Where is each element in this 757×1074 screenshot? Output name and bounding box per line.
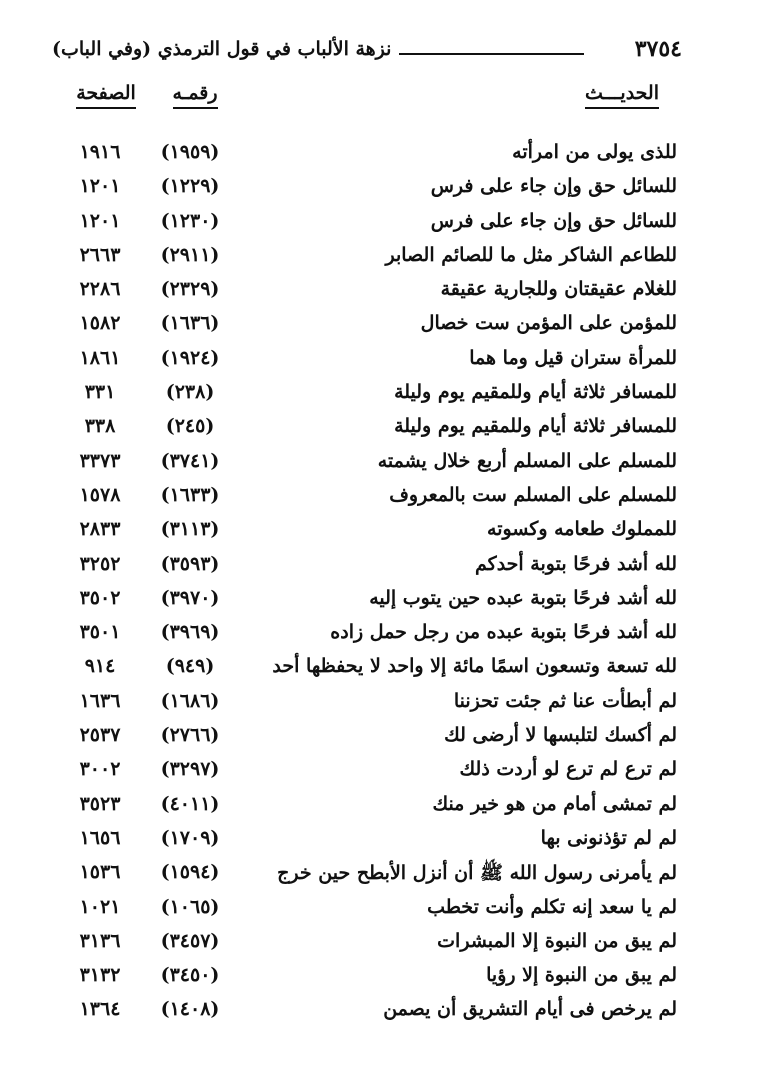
page-reference: ٩١٤ bbox=[84, 655, 116, 678]
page-reference: ٣٥٢٣ bbox=[79, 792, 121, 815]
page-reference: ١٨٦١ bbox=[79, 346, 121, 369]
hadith-number: (٩٤٩) bbox=[165, 655, 215, 678]
table-row bbox=[0, 892, 757, 926]
hadith-text: للذى يولى من امرأته bbox=[512, 141, 677, 163]
hadith-text: للمملوك طعامه وكسوته bbox=[487, 518, 677, 541]
table-row bbox=[0, 377, 757, 411]
hadith-number: (٣٥٩٣) bbox=[160, 552, 220, 575]
hadith-number: (١٦٣٣) bbox=[160, 483, 220, 506]
hadith-number: (٣٩٦٩) bbox=[160, 621, 220, 644]
header-rule bbox=[399, 53, 584, 55]
page-reference: ٣٠٠٢ bbox=[79, 758, 121, 781]
page-header bbox=[52, 32, 682, 68]
hadith-number: (٣٤٥٧) bbox=[160, 929, 220, 952]
running-title: نزهة الألباب في قول الترمذي (وفي الباب) bbox=[52, 38, 392, 60]
page-reference: ٣٣٧٣ bbox=[79, 449, 121, 472]
hadith-number: (٤٠١١) bbox=[160, 792, 220, 815]
table-row bbox=[0, 857, 757, 891]
table-row bbox=[0, 343, 757, 377]
page-reference: ١٥٣٦ bbox=[79, 861, 121, 884]
hadith-number: (٣٧٤١) bbox=[160, 449, 220, 472]
hadith-text: لم يأمرنى رسول الله ﷺ أن أنزل الأبطح حين خرج bbox=[277, 862, 677, 885]
page-reference: ٢٦٦٣ bbox=[79, 243, 121, 266]
table-row bbox=[0, 994, 757, 1028]
page-reference: ١٣٦٤ bbox=[79, 998, 121, 1021]
table-row bbox=[0, 754, 757, 788]
table-row bbox=[0, 960, 757, 994]
table-row bbox=[0, 411, 757, 445]
hadith-number: (١٦٨٦) bbox=[160, 689, 220, 712]
hadith-number: (٣٢٩٧) bbox=[160, 758, 220, 781]
table-row bbox=[0, 686, 757, 720]
page-reference: ١٥٧٨ bbox=[79, 483, 121, 506]
hadith-text: للمسافر ثلاثة أيام وللمقيم يوم وليلة bbox=[394, 381, 677, 404]
hadith-number: (١٧٠٩) bbox=[160, 826, 220, 849]
hadith-text: لم يرخص فى أيام التشريق أن يصمن bbox=[383, 998, 677, 1021]
table-row bbox=[0, 274, 757, 308]
hadith-number: (٢٣٢٩) bbox=[160, 278, 220, 301]
hadith-number: (٢٤٥) bbox=[165, 415, 215, 438]
hadith-number: (٣٩٧٠) bbox=[160, 586, 220, 609]
page-reference: ١٥٨٢ bbox=[79, 312, 121, 335]
hadith-text: لم ترع لم ترع لو أردت ذلك bbox=[459, 758, 677, 781]
table-row bbox=[0, 308, 757, 342]
page-reference: ١٩١٦ bbox=[79, 141, 121, 163]
hadith-number: (١٥٩٤) bbox=[160, 861, 220, 884]
hadith-text: للمؤمن على المؤمن ست خصال bbox=[420, 312, 677, 335]
page-reference: ٢٨٣٣ bbox=[79, 518, 121, 541]
page-reference: ٣١٣٢ bbox=[79, 964, 121, 987]
page-reference: ٣٣٨ bbox=[84, 415, 116, 438]
hadith-text: للمسافر ثلاثة أيام وللمقيم يوم وليلة bbox=[394, 415, 677, 438]
page-reference: ٣٣١ bbox=[84, 381, 116, 404]
hadith-text: للسائل حق وإن جاء على فرس bbox=[430, 209, 677, 232]
hadith-number: (١٢٢٩) bbox=[160, 175, 220, 198]
page-reference: ٣٢٥٢ bbox=[79, 552, 121, 575]
table-row bbox=[0, 206, 757, 240]
hadith-number: (٢٧٦٦) bbox=[160, 724, 220, 747]
page-number: ٣٧٥٤ bbox=[634, 36, 682, 62]
hadith-text: للغلام عقيقتان وللجارية عقيقة bbox=[440, 278, 677, 301]
hadith-number: (١٩٥٩) bbox=[160, 141, 220, 163]
hadith-number: (١٩٢٤) bbox=[160, 346, 220, 369]
hadith-text: للطاعم الشاكر مثل ما للصائم الصابر bbox=[385, 243, 677, 266]
hadith-number: (٢٩١١) bbox=[160, 243, 220, 266]
hadith-number: (٣١١٣) bbox=[160, 518, 220, 541]
table-row bbox=[0, 789, 757, 823]
table-row bbox=[0, 926, 757, 960]
hadith-text: لم أبطأت عنا ثم جئت تحزننا bbox=[453, 689, 677, 712]
page-reference: ١٦٣٦ bbox=[79, 689, 121, 712]
page-reference: ٢٥٣٧ bbox=[79, 724, 121, 747]
hadith-text: لم لم تؤذنونى بها bbox=[540, 826, 677, 849]
page-reference: ١٠٢١ bbox=[79, 895, 121, 918]
hadith-text: لله أشد فرحًا بتوبة أحدكم bbox=[475, 552, 677, 575]
table-row bbox=[0, 823, 757, 857]
hadith-text: لم تمشى أمام من هو خير منك bbox=[432, 792, 677, 815]
hadith-text: للمسلم على المسلم أربع خلال يشمته bbox=[377, 449, 677, 472]
table-row bbox=[0, 137, 757, 171]
hadith-text: للمسلم على المسلم ست بالمعروف bbox=[389, 483, 677, 506]
hadith-text: للسائل حق وإن جاء على فرس bbox=[430, 175, 677, 198]
page-reference: ١٢٠١ bbox=[79, 175, 121, 198]
table-row bbox=[0, 549, 757, 583]
table-row bbox=[0, 171, 757, 205]
page-reference: ٢٢٨٦ bbox=[79, 278, 121, 301]
hadith-text: لم يبق من النبوة إلا رؤيا bbox=[486, 964, 677, 987]
table-row bbox=[0, 514, 757, 548]
page-reference: ١٢٠١ bbox=[79, 209, 121, 232]
table-row bbox=[0, 583, 757, 617]
hadith-text: لله تسعة وتسعون اسمًا مائة إلا واحد لا يحفظها أحد bbox=[272, 655, 677, 678]
table-row bbox=[0, 720, 757, 754]
hadith-text: لم يبق من النبوة إلا المبشرات bbox=[437, 929, 677, 952]
hadith-number: (١٢٣٠) bbox=[160, 209, 220, 232]
column-header-number: رقمـه bbox=[160, 82, 230, 118]
page-reference: ٣٥٠٢ bbox=[79, 586, 121, 609]
table-row bbox=[0, 446, 757, 480]
hadith-text: لم يا سعد إنه تكلم وأنت تخطب bbox=[427, 895, 677, 918]
page-reference: ٣١٣٦ bbox=[79, 929, 121, 952]
page-reference: ٣٥٠١ bbox=[79, 621, 121, 644]
hadith-number: (١٠٦٥) bbox=[160, 895, 220, 918]
table-row bbox=[0, 617, 757, 651]
hadith-number: (١٦٣٦) bbox=[160, 312, 220, 335]
table-row bbox=[0, 240, 757, 274]
hadith-text: لله أشد فرحًا بتوبة عبده من رجل حمل زاده bbox=[330, 621, 677, 644]
column-header-page: الصفحة bbox=[66, 82, 146, 118]
hadith-text: لله أشد فرحًا بتوبة عبده حين يتوب إليه bbox=[369, 586, 677, 609]
table-row bbox=[0, 480, 757, 514]
hadith-number: (٣٤٥٠) bbox=[160, 964, 220, 987]
index-table bbox=[0, 137, 757, 1029]
column-header-hadith: الحديـــث bbox=[585, 82, 659, 118]
hadith-number: (٢٣٨) bbox=[165, 381, 215, 404]
hadith-text: للمرأة ستران قيل وما هما bbox=[469, 346, 677, 369]
page-reference: ١٦٥٦ bbox=[79, 826, 121, 849]
hadith-number: (١٤٠٨) bbox=[160, 998, 220, 1021]
table-row bbox=[0, 651, 757, 685]
hadith-text: لم أكسك لتلبسها لا أرضى لك bbox=[444, 724, 677, 747]
